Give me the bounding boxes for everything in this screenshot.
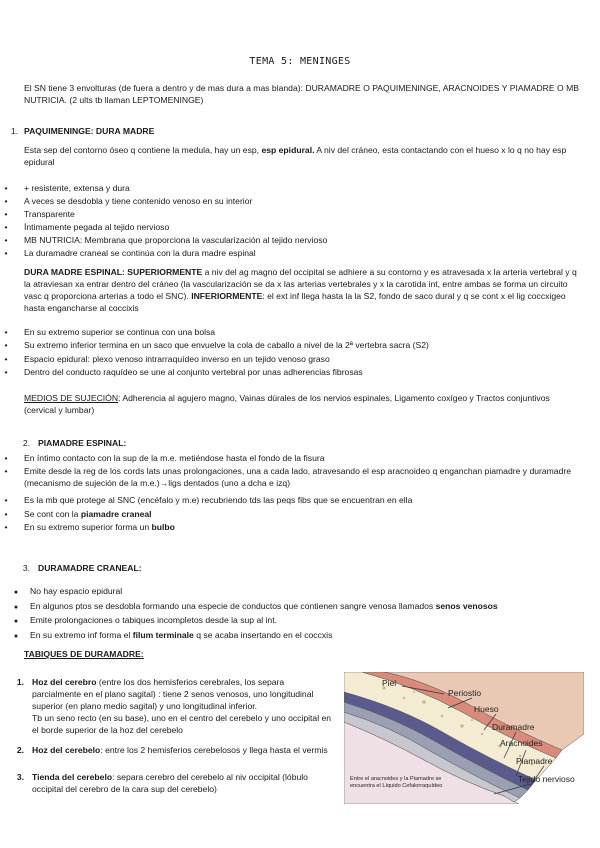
bullet-icon bbox=[2, 195, 10, 207]
figure-label-tejido-nervioso: Tejido nervioso bbox=[518, 774, 575, 784]
section-1-description: Esta sep del contorno óseo q contiene la medula, hay un esp, esp epidural. A niv del cráneo, esta contactando con el hueso x lo q no hay esp epidural bbox=[24, 145, 567, 167]
figure-label-duramadre: Duramadre bbox=[492, 722, 535, 732]
bullet-icon bbox=[2, 452, 10, 464]
section-2-number: 2. bbox=[22, 438, 30, 448]
senos-venosos-bold: senos venosos bbox=[435, 601, 498, 611]
tabique-name: Hoz del cerebro bbox=[32, 677, 97, 687]
bullet-text: En su extremo superior forma un bbox=[24, 522, 152, 532]
section-1-bullet: Íntimamente pegada al tejido nervioso bbox=[24, 222, 170, 232]
section-3-number: 3. bbox=[22, 563, 30, 573]
tabiques-heading: TABIQUES DE DURAMADRE: bbox=[24, 649, 144, 659]
section-1-bullet: + resistente, extensa y dura bbox=[24, 183, 130, 193]
piamadre-bullet bbox=[24, 508, 152, 520]
tabique-item bbox=[32, 744, 332, 756]
tabique-extra: Tb un seno recto (en su base), uno en el centro del cerebelo y uno occipital en el borde superior de la hoz del cerebelo bbox=[32, 713, 332, 735]
dura-madre-espinal-paragraph: DURA MADRE ESPINAL: SUPERIORMENTE a niv del ag magno del occipital se adhiere a su contorno y es atravesada x la arteria vertebral y q la atraviesan xa entrar dentro del cráneo (la vascularización se da x las arterias vertebrales y x la carotida int, entre ambas se forma un circuito vasc q proporciona arterias a todo el SNC). INFERIORMENTE: el ext inf llega hasta la la S2, fondo de saco dural y q se cont x el lig coccxigeo hasta engancharse al coccixis bbox=[24, 267, 577, 313]
bullet-icon bbox=[2, 521, 10, 533]
tabique-item bbox=[32, 771, 312, 795]
tabique-number: 1. bbox=[16, 677, 24, 687]
bullet-icon bbox=[12, 585, 20, 599]
bullet-text: En algunos ptos se desdobla formando una especie de conductos que contienen sangre venosa llamados bbox=[30, 601, 436, 611]
duramadre-craneal-bullet: No hay espacio epidural bbox=[30, 586, 123, 596]
section-1-bullet: Transparente bbox=[24, 209, 75, 219]
section-1-heading: PAQUIMENINGE: DURA MADRE bbox=[24, 126, 155, 136]
figure-label-aracnoides: Aracnoides bbox=[500, 738, 543, 748]
figure-label-piamadre: Piamadre bbox=[516, 756, 553, 766]
bullet-icon bbox=[2, 353, 10, 365]
section-3-heading: DURAMADRE CRANEAL: bbox=[38, 563, 142, 573]
tabique-name: Tienda del cerebelo bbox=[32, 772, 113, 782]
bullet-text: Se cont con la bbox=[24, 509, 81, 519]
bullet-icon bbox=[2, 508, 10, 520]
bullet-icon bbox=[2, 221, 10, 233]
tabique-name: Hoz del cerebelo bbox=[32, 745, 101, 755]
figure-label-hueso: Hueso bbox=[474, 704, 499, 714]
piamadre-bullet: Es la mb que protege al SNC (encéfalo y m.e) recubriendo tds las peqs fibs que se encuentran en ella bbox=[24, 495, 413, 505]
duramadre-craneal-bullet bbox=[30, 629, 332, 641]
espinal-bullet: Espacio epidural: plexo venoso intrarraquídeo inverso en un tejido venoso graso bbox=[24, 354, 330, 364]
medios-de-sujecion: MEDIOS DE SUJECIÓN: Adherencia al agujero magno, Vainas dúrales de los nervios espinales, Ligamento coxígeo y Tractos conjuntivos (cervical y lumbar) bbox=[24, 393, 550, 415]
figure-label-periostio: Periostio bbox=[448, 688, 482, 698]
bullet-icon bbox=[12, 614, 20, 628]
tabique-number: 2. bbox=[16, 745, 24, 755]
bullet-icon bbox=[2, 366, 10, 378]
section-1-bullet: MB NUTRICIA: Membrana que proporciona la vascularización al tejido nervioso bbox=[24, 235, 328, 245]
bullet-icon bbox=[2, 234, 10, 246]
section-2-heading: PIAMADRE ESPINAL: bbox=[38, 438, 127, 448]
espinal-bullet: Su extremo inferior termina en un saco que envuelve la cola de caballo a nivel de la 2ª vertebra sacra (S2) bbox=[24, 340, 429, 350]
bullet-icon bbox=[2, 208, 10, 220]
piamadre-craneal-bold: piamadre craneal bbox=[80, 509, 152, 519]
bullet-icon bbox=[2, 182, 10, 194]
tabique-number: 3. bbox=[16, 772, 24, 782]
espinal-bullet: Dentro del conducto raquídeo se une al conjunto vertebral por unas adherencias fibrosas bbox=[24, 367, 363, 377]
tabique-text: : separa cerebro del cerebelo al niv occipital (lóbulo occipital del cerebro de la cara sup del cerebelo) bbox=[32, 772, 308, 794]
bullet-text: En su extremo inf forma el bbox=[30, 630, 133, 640]
intro-paragraph: El SN tiene 3 envolturas (de fuera a dentro y de mas dura a mas blanda): DURAMADRE O PAQUIMENINGE, ARACNOIDES Y PIAMADRE O MB NUTRICIA. (2 ults tb llaman LEPTOMENINGE) bbox=[24, 83, 579, 105]
meninges-figure bbox=[344, 672, 584, 804]
bullet-icon bbox=[2, 494, 10, 506]
duramadre-craneal-bullet bbox=[30, 600, 498, 612]
espinal-bullet: En su extremo superior se continua con una bolsa bbox=[24, 327, 216, 337]
bullet-icon bbox=[2, 339, 10, 351]
section-1-bullet: La duramadre craneal se continúa con la dura madre espinal bbox=[24, 248, 256, 258]
bulbo-bold: bulbo bbox=[151, 522, 175, 532]
piamadre-bullet: Emite desde la reg de los cords lats unas prolongaciones, una a cada lado, atravesando el esp aracnoideo q enganchan piamadre y duramadre (mecanismo de sujeción de la m.e.)→ligs dentados (uno a dcha e izq) bbox=[24, 466, 572, 488]
bullet-icon bbox=[12, 600, 20, 614]
bullet-icon bbox=[12, 629, 20, 643]
page-title: TEMA 5: MENINGES bbox=[249, 56, 351, 67]
piamadre-bullet: En íntimo contacto con la sup de la m.e. metiéndose hasta el fondo de la fisura bbox=[24, 453, 325, 463]
bullet-text: q se acaba insertando en el coccxis bbox=[193, 630, 333, 640]
piamadre-bullet bbox=[24, 521, 175, 533]
section-1-number: 1. bbox=[10, 126, 18, 136]
bullet-icon bbox=[2, 326, 10, 338]
duramadre-craneal-bullet: Emite prolongaciones o tabiques incompletos desde la sup al int. bbox=[30, 615, 277, 625]
filum-terminale-bold: filum terminale bbox=[132, 630, 194, 640]
figure-label-piel: Piel bbox=[382, 678, 397, 688]
section-1-bullet: A veces se desdobla y tiene contenido venoso en su interior bbox=[24, 196, 253, 206]
bullet-icon bbox=[2, 247, 10, 259]
tabique-text: (entre los dos hemisferios cerebrales, los separa parcialmente en el plano sagital) : tiene 2 senos venosos, uno longitudinal superior (en plano medio sagital) y uno longitudinal inferior. bbox=[32, 677, 314, 711]
meninges-diagram bbox=[344, 672, 584, 804]
bullet-icon bbox=[2, 465, 10, 477]
tabique-item bbox=[32, 676, 332, 736]
tabique-text: : entre los 2 hemisferios cerebelosos y llega hasta el vermis bbox=[100, 745, 328, 755]
figure-caption: Entre el aracnoides y la Piamadre se encuentra el Líquido Cefalorraquídeo bbox=[350, 776, 443, 789]
